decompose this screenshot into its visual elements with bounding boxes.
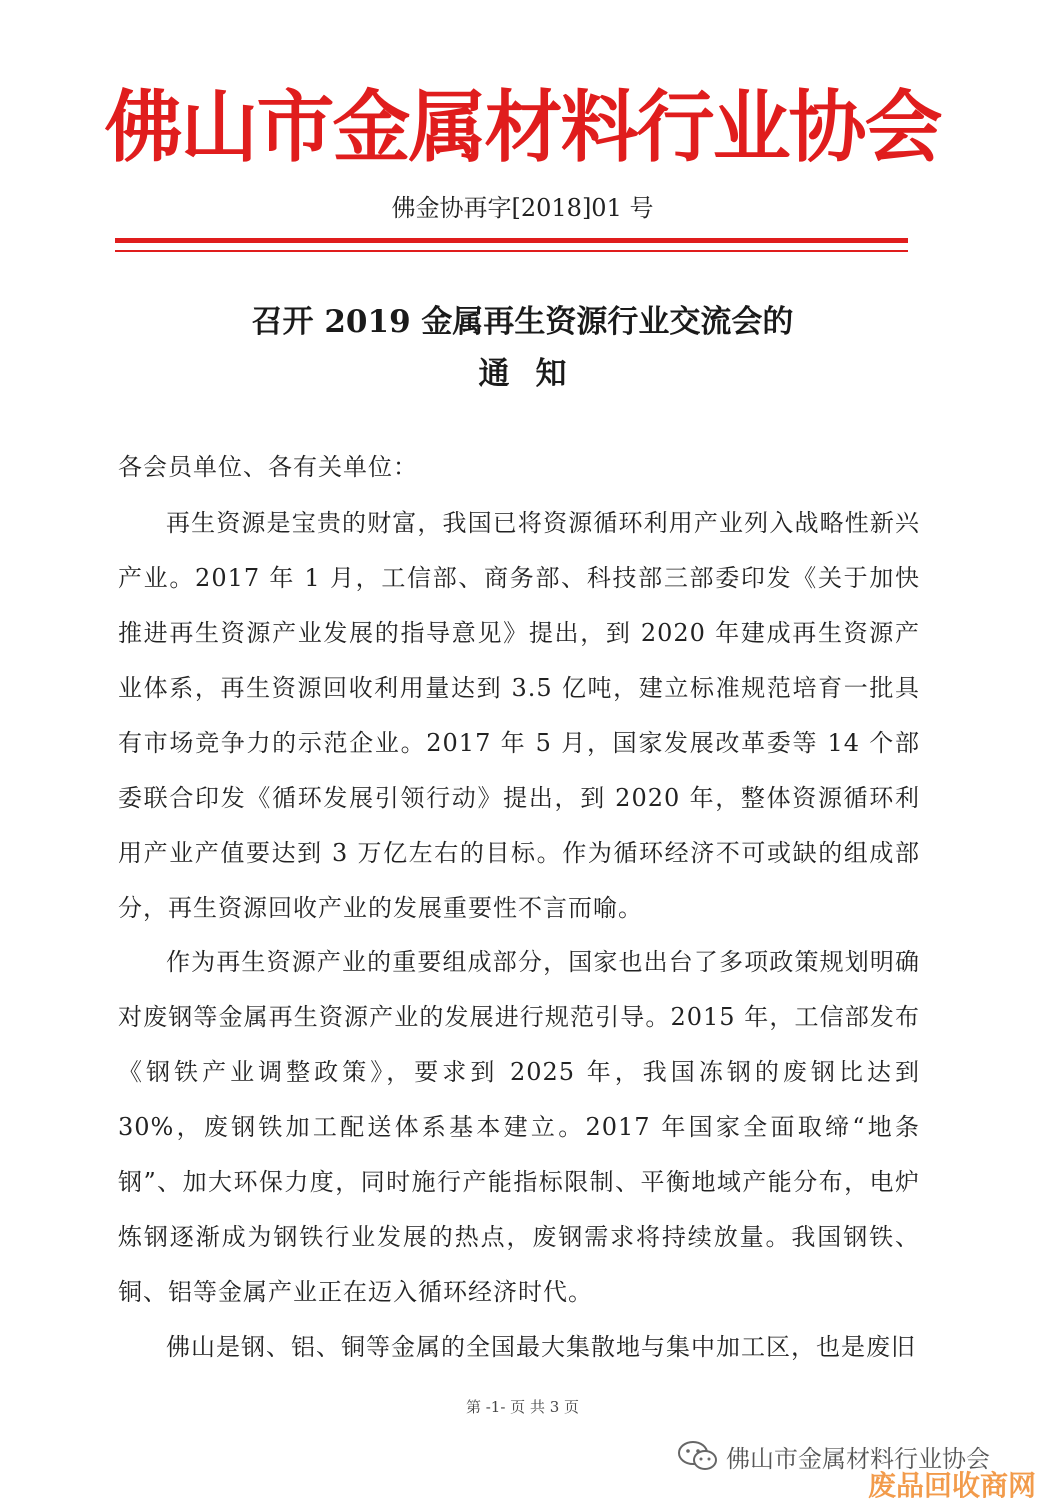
- red-divider-thin: [115, 250, 908, 252]
- wechat-icon: [676, 1439, 720, 1473]
- header-org-name: 佛山市金属材料行业协会: [104, 83, 941, 173]
- body-paragraph-1: [118, 496, 920, 936]
- body-paragraph-2: [118, 935, 920, 1320]
- paragraph-text: 佛山是钢、铝、铜等金属的全国最大集散地与集中加工区，也是废旧: [166, 1333, 916, 1361]
- paragraph-text: 作为再生资源产业的重要组成部分，国家也出台了多项政策规划明确对废钢等金属再生资源产业的发展进行规范引导。2015 年，工信部发布《钢铁产业调整政策》，要求到 2025 年，我国冻钢的废钢比达到 30%，废钢铁加工配送体系基本建立。2017 年国家全面取缔“地条钢”、加大环保力度，同时施行产能指标限制、平衡地域产能分布，电炉炼钢逐渐成为钢铁行业发展的热点，废钢需求将持续放量。我国钢铁、铜、铝等金属产业正在迈入循环经济时代。: [118, 948, 920, 1306]
- paragraph-text: 再生资源是宝贵的财富，我国已将资源循环利用产业列入战略性新兴产业。2017 年 1 月，工信部、商务部、科技部三部委印发《关于加快推进再生资源产业发展的指导意见》提出，到 2020 年建成再生资源产业体系，再生资源回收利用量达到 3.5 亿吨，建立标准规范培育一批具有市场竞争力的示范企业。2017 年 5 月，国家发展改革委等 14 个部委联合印发《循环发展引领行动》提出，到 2020 年，整体资源循环利用产业产值要达到 3 万亿左右的目标。作为循环经济不可或缺的组成部分，再生资源回收产业的发展重要性不言而喻。: [118, 509, 920, 922]
- body-paragraph-3: [118, 1320, 920, 1375]
- page-footer: 第 -1- 页 共 3 页: [465, 1398, 580, 1416]
- notice-title-line1: 召开 2019 金属再生资源行业交流会的: [251, 304, 794, 340]
- doc-number: 佛金协再字[2018]01 号: [391, 194, 654, 222]
- wechat-account-name: 佛山市金属材料行业协会: [726, 1444, 990, 1473]
- notice-title-line2: 通知: [478, 356, 593, 392]
- red-divider-thick: [115, 238, 908, 243]
- site-watermark: 废品回收商网: [868, 1469, 1037, 1502]
- salutation: 各会员单位、各有关单位：: [118, 453, 418, 481]
